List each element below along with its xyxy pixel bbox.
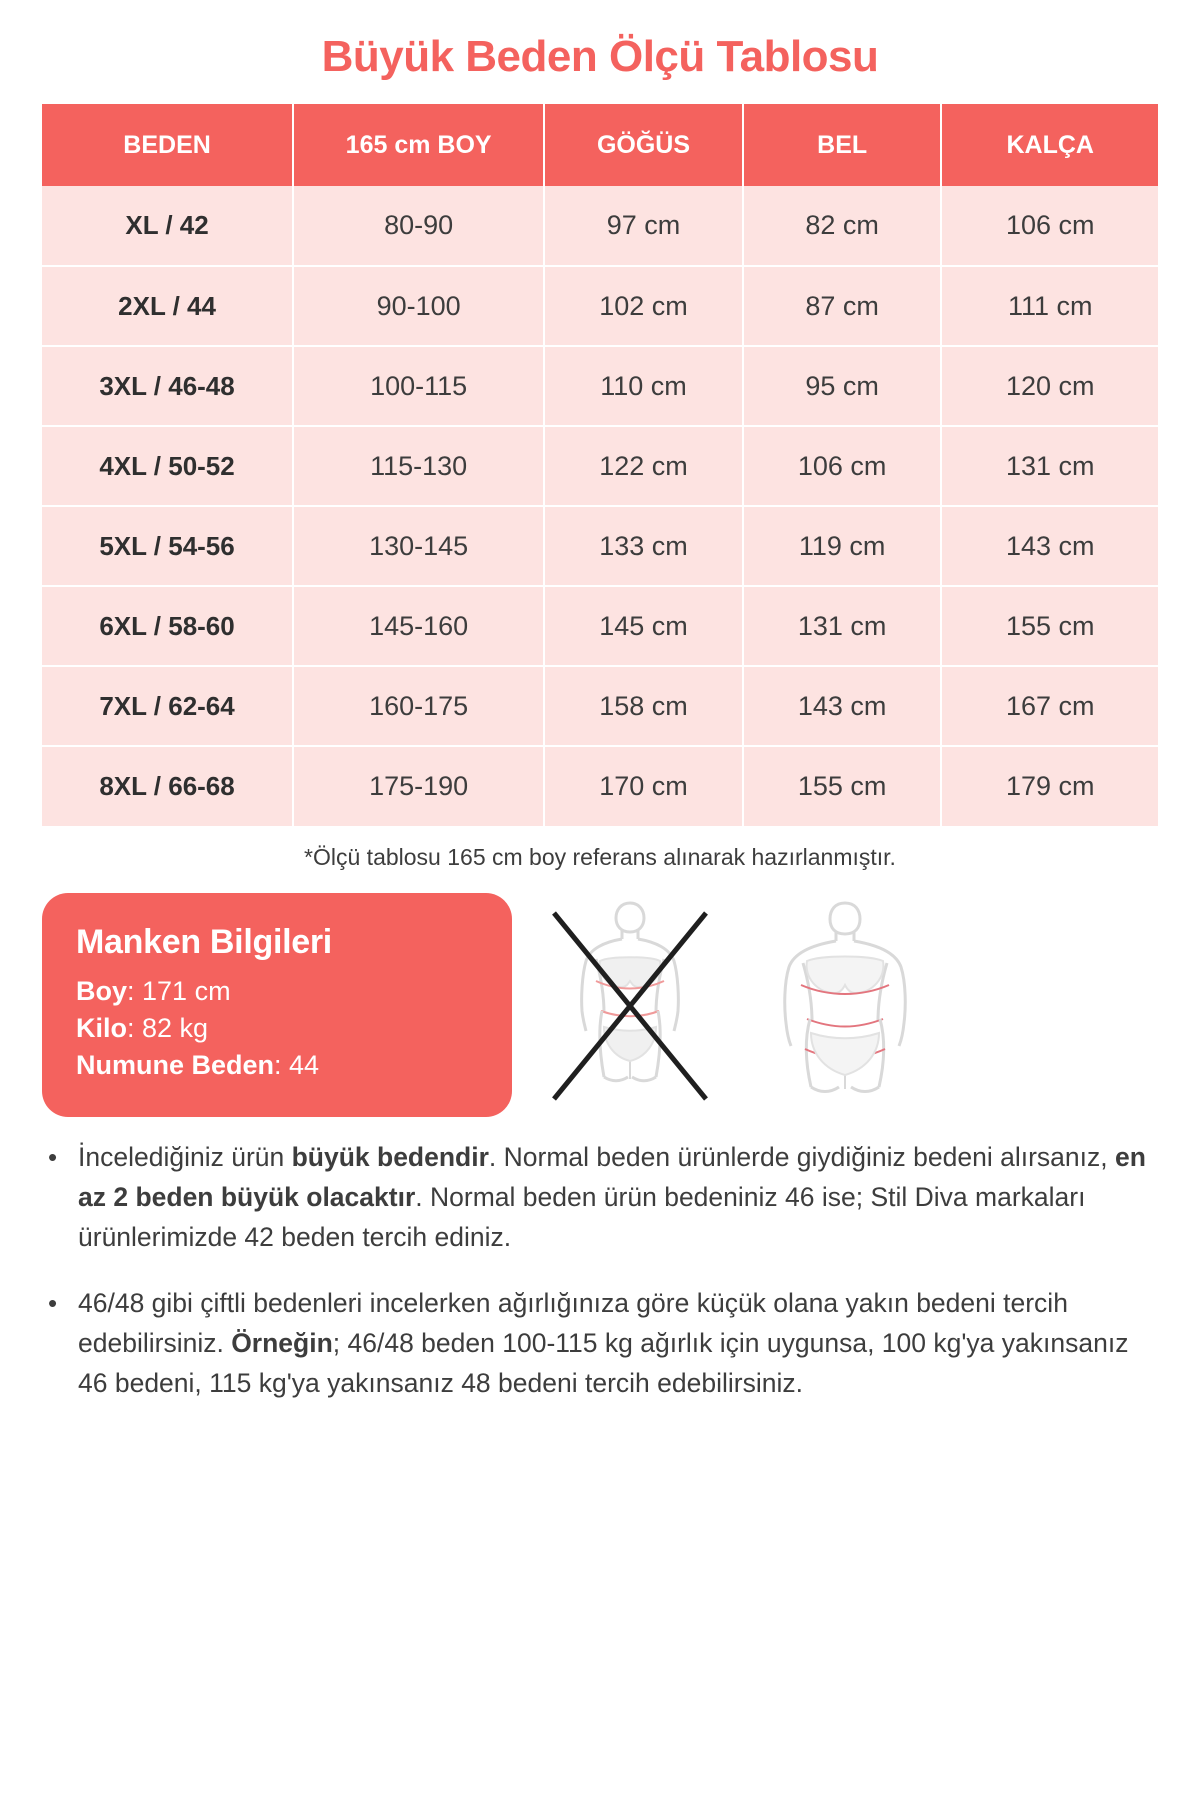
cell-boy: 100-115 bbox=[293, 346, 544, 426]
cell-boy: 80-90 bbox=[293, 186, 544, 266]
slim-body-figure-crossed bbox=[538, 899, 723, 1114]
cell-gogus: 133 cm bbox=[544, 506, 743, 586]
cell-bel: 119 cm bbox=[743, 506, 942, 586]
cell-kalca: 131 cm bbox=[941, 426, 1158, 506]
cell-size: 4XL / 50-52 bbox=[42, 426, 293, 506]
cell-bel: 155 cm bbox=[743, 746, 942, 826]
cell-bel: 131 cm bbox=[743, 586, 942, 666]
cell-kalca: 111 cm bbox=[941, 266, 1158, 346]
size-table bbox=[42, 104, 1158, 826]
cell-gogus: 97 cm bbox=[544, 186, 743, 266]
cell-boy: 160-175 bbox=[293, 666, 544, 746]
cell-boy: 115-130 bbox=[293, 426, 544, 506]
table-header-row bbox=[42, 104, 1158, 186]
model-height-label: Boy bbox=[76, 976, 128, 1006]
list-item bbox=[48, 1283, 1158, 1403]
model-height-line bbox=[76, 976, 482, 1007]
cell-bel: 87 cm bbox=[743, 266, 942, 346]
column-header-boy: 165 cm BOY bbox=[293, 104, 544, 186]
cell-size: 6XL / 58-60 bbox=[42, 586, 293, 666]
cell-bel: 106 cm bbox=[743, 426, 942, 506]
cell-kalca: 155 cm bbox=[941, 586, 1158, 666]
cell-gogus: 145 cm bbox=[544, 586, 743, 666]
table-row bbox=[42, 746, 1158, 826]
cell-gogus: 110 cm bbox=[544, 346, 743, 426]
cell-size: 5XL / 54-56 bbox=[42, 506, 293, 586]
column-header-gogus: GÖĞÜS bbox=[544, 104, 743, 186]
model-info-heading: Manken Bilgileri bbox=[76, 923, 332, 961]
notes-list bbox=[42, 1131, 1158, 1403]
model-sample-size-label: Numune Beden bbox=[76, 1050, 275, 1080]
model-info-card bbox=[42, 893, 512, 1117]
cell-kalca: 143 cm bbox=[941, 506, 1158, 586]
note-text-2: 46/48 gibi çiftli bedenleri incelerken ağırlığınıza göre küçük olana yakın bedeni tercih edebilirsiniz. Örneğin; 46/48 beden 100-115 kg ağırlık için uygunsa, 100 kg'ya yakınsanız 46 bedeni, 115 kg'ya yakınsanız 48 bedeni tercih edebilirsiniz. bbox=[78, 1288, 1129, 1398]
table-row bbox=[42, 586, 1158, 666]
cell-kalca: 167 cm bbox=[941, 666, 1158, 746]
model-height-value: : 171 cm bbox=[127, 976, 231, 1006]
cell-size: 2XL / 44 bbox=[42, 266, 293, 346]
model-weight-label: Kilo bbox=[76, 1013, 127, 1043]
cell-gogus: 158 cm bbox=[544, 666, 743, 746]
list-item bbox=[48, 1137, 1158, 1257]
cell-size: 8XL / 66-68 bbox=[42, 746, 293, 826]
size-table-body bbox=[42, 186, 1158, 826]
cell-bel: 95 cm bbox=[743, 346, 942, 426]
cell-boy: 90-100 bbox=[293, 266, 544, 346]
page-title: Büyük Beden Ölçü Tablosu bbox=[321, 32, 879, 81]
cell-size: 3XL / 46-48 bbox=[42, 346, 293, 426]
cell-boy: 145-160 bbox=[293, 586, 544, 666]
body-figures bbox=[538, 893, 938, 1114]
model-sample-size-value: : 44 bbox=[274, 1050, 320, 1080]
model-sample-size-line bbox=[76, 1050, 482, 1081]
column-header-beden: BEDEN bbox=[42, 104, 293, 186]
column-header-kalca: KALÇA bbox=[941, 104, 1158, 186]
cell-kalca: 106 cm bbox=[941, 186, 1158, 266]
model-info-row bbox=[42, 893, 1158, 1117]
cell-bel: 143 cm bbox=[743, 666, 942, 746]
plus-size-body-icon bbox=[753, 899, 938, 1114]
model-weight-value: : 82 kg bbox=[127, 1013, 209, 1043]
model-weight-line bbox=[76, 1013, 482, 1044]
table-row bbox=[42, 266, 1158, 346]
size-table-head bbox=[42, 104, 1158, 186]
table-row bbox=[42, 346, 1158, 426]
slim-body-icon bbox=[538, 899, 723, 1114]
note-text-1: İncelediğiniz ürün büyük bedendir. Normal beden ürünlerde giydiğiniz bedeni alırsanız, en az 2 beden büyük olacaktır. Normal beden ürün bedeniniz 46 ise; Stil Diva markaları ürünlerimizde 42 beden tercih ediniz. bbox=[78, 1142, 1146, 1252]
cell-gogus: 170 cm bbox=[544, 746, 743, 826]
cell-kalca: 179 cm bbox=[941, 746, 1158, 826]
cell-boy: 130-145 bbox=[293, 506, 544, 586]
cell-kalca: 120 cm bbox=[941, 346, 1158, 426]
table-row bbox=[42, 186, 1158, 266]
bullet-dot-icon: • bbox=[48, 1142, 58, 1172]
table-row bbox=[42, 426, 1158, 506]
table-row bbox=[42, 506, 1158, 586]
table-row bbox=[42, 666, 1158, 746]
cell-boy: 175-190 bbox=[293, 746, 544, 826]
cell-gogus: 102 cm bbox=[544, 266, 743, 346]
table-footnote: *Ölçü tablosu 165 cm boy referans alınarak hazırlanmıştır. bbox=[304, 844, 896, 870]
cell-gogus: 122 cm bbox=[544, 426, 743, 506]
cell-size: 7XL / 62-64 bbox=[42, 666, 293, 746]
bullet-dot-icon: • bbox=[48, 1288, 58, 1318]
cell-bel: 82 cm bbox=[743, 186, 942, 266]
cell-size: XL / 42 bbox=[42, 186, 293, 266]
column-header-bel: BEL bbox=[743, 104, 942, 186]
plus-size-body-figure bbox=[753, 899, 938, 1114]
